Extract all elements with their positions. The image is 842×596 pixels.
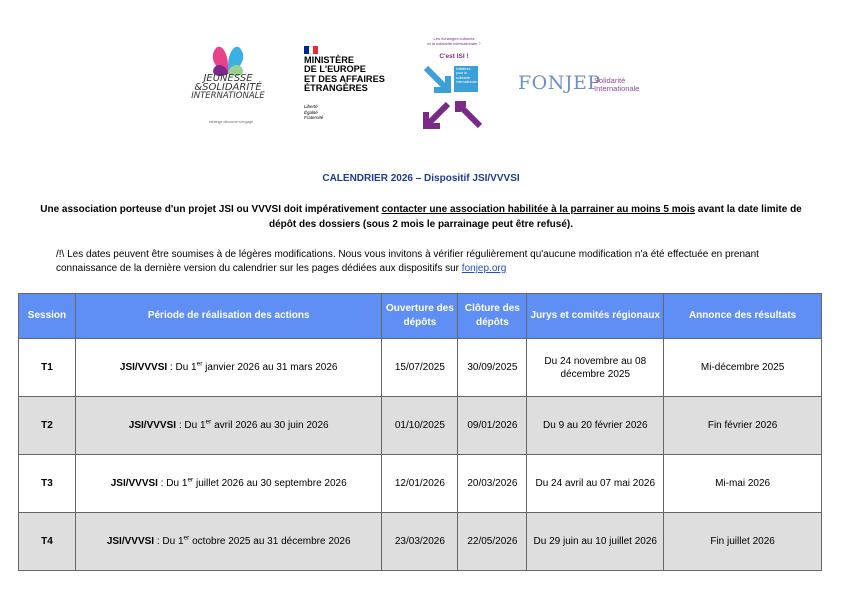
closing-cell: 22/05/2026 bbox=[458, 513, 527, 571]
table-row bbox=[19, 455, 822, 513]
period-cell bbox=[75, 397, 381, 455]
mae-motto-line: Liberté bbox=[304, 104, 318, 109]
period-cell bbox=[75, 455, 381, 513]
isi-top-line: Les échanges culturels bbox=[433, 36, 475, 41]
jsi-tagline: échange·découvre·s'engage bbox=[208, 120, 254, 124]
period-cell bbox=[75, 339, 381, 397]
period-text: : Du 1 bbox=[176, 420, 206, 431]
session-cell: T3 bbox=[19, 455, 76, 513]
header-period: Période de réalisation des actions bbox=[75, 294, 381, 339]
header-session: Session bbox=[19, 294, 76, 339]
jury-cell: Du 29 juin au 10 juillet 2026 bbox=[527, 513, 664, 571]
table-row bbox=[19, 513, 822, 571]
calendar-table bbox=[18, 293, 822, 571]
warning-paragraph bbox=[56, 248, 816, 276]
period-text: juillet 2026 au 30 septembre 2026 bbox=[193, 478, 347, 489]
opening-cell: 15/07/2025 bbox=[382, 339, 458, 397]
isi-box-line: solidarité bbox=[456, 75, 471, 80]
program-label: JSI/VVVSI bbox=[106, 536, 155, 547]
isi-top-line: et la solidarité internationale ? bbox=[427, 41, 481, 46]
table-header-row bbox=[19, 294, 822, 339]
header-opening: Ouverture des dépôts bbox=[382, 294, 458, 339]
warning-text: /!\ Les dates peuvent être soumises à de légères modifications. Nous vous invitons à vérifier régulièrement qu'aucune modification n'a été effectuée en prenant connaissance de la dernière version du calendrier sur les pages dédiées aux dispositifs sur bbox=[56, 249, 759, 274]
table-row bbox=[19, 397, 822, 455]
isi-box-line: Initiatives bbox=[456, 67, 471, 71]
fonjep-link[interactable]: fonjep.org bbox=[461, 263, 507, 274]
mae-title-line: ÉTRANGÈRES bbox=[304, 82, 368, 93]
closing-cell: 09/01/2026 bbox=[458, 397, 527, 455]
closing-cell: 30/09/2025 bbox=[458, 339, 527, 397]
program-label: JSI/VVVSI bbox=[128, 420, 177, 431]
period-text: avril 2026 au 30 juin 2026 bbox=[211, 420, 329, 431]
period-sup: er bbox=[205, 418, 212, 426]
period-text: : Du 1 bbox=[154, 536, 184, 547]
jsi-logo bbox=[186, 44, 270, 128]
mae-title-line: ET DES AFFAIRES bbox=[304, 73, 385, 84]
header-closing: Clôture des dépôts bbox=[458, 294, 527, 339]
period-sup: er bbox=[187, 476, 194, 484]
period-text: octobre 2025 au 31 décembre 2026 bbox=[189, 536, 351, 547]
page-title: CALENDRIER 2026 – Dispositif JSI/VVVSI bbox=[322, 173, 520, 184]
jury-cell: Du 24 novembre au 08 décembre 2025 bbox=[527, 339, 664, 397]
notice-underlined: contacter une association habilitée à la parrainer au moins 5 mois bbox=[381, 204, 696, 215]
fonjep-word: FONJEP bbox=[518, 72, 601, 94]
program-label: JSI/VVVSI bbox=[119, 362, 168, 373]
session-cell: T4 bbox=[19, 513, 76, 571]
jsi-line3: INTERNATIONALE bbox=[191, 91, 265, 101]
isi-cest: C'est ISI ! bbox=[439, 53, 469, 60]
jury-cell: Du 24 avril au 07 mai 2026 bbox=[527, 455, 664, 513]
mae-title-line: MINISTÈRE bbox=[304, 55, 355, 65]
opening-cell: 12/01/2026 bbox=[382, 455, 458, 513]
session-cell: T2 bbox=[19, 397, 76, 455]
isi-box bbox=[454, 66, 478, 92]
period-text: : Du 1 bbox=[167, 362, 197, 373]
period-cell bbox=[75, 513, 381, 571]
isi-box-line: internationale bbox=[456, 80, 478, 85]
table-row bbox=[19, 339, 822, 397]
isi-logo bbox=[414, 36, 494, 130]
result-cell: Fin février 2026 bbox=[664, 397, 822, 455]
fonjep-sub-line: Internationale bbox=[594, 84, 640, 93]
result-cell: Mi-décembre 2025 bbox=[664, 339, 822, 397]
jury-cell: Du 9 au 20 février 2026 bbox=[527, 397, 664, 455]
opening-cell: 23/03/2026 bbox=[382, 513, 458, 571]
program-label: JSI/VVVSI bbox=[110, 478, 158, 489]
jsi-line2: &SOLIDARITÉ bbox=[194, 82, 262, 93]
header-results: Annonce des résultats bbox=[664, 294, 822, 339]
fonjep-sub-line: Solidarité bbox=[594, 76, 626, 85]
header-jury: Jurys et comités régionaux bbox=[527, 294, 664, 339]
period-text: : Du 1 bbox=[157, 478, 188, 489]
result-cell: Fin juillet 2026 bbox=[664, 513, 822, 571]
notice-paragraph bbox=[40, 202, 802, 232]
mae-motto-line: Égalité bbox=[304, 109, 318, 115]
mae-title-line: DE L'EUROPE bbox=[304, 64, 366, 75]
period-text: janvier 2026 au 31 mars 2026 bbox=[202, 362, 338, 373]
closing-cell: 20/03/2026 bbox=[458, 455, 527, 513]
session-cell: T1 bbox=[19, 339, 76, 397]
period-sup: er bbox=[183, 534, 190, 542]
notice-part2: avant la date limite de dépôt des dossiers (sous 2 mois le parrainage peut être refusé). bbox=[269, 204, 802, 230]
isi-box-line: pour la bbox=[456, 71, 467, 76]
result-cell: Mi-mai 2026 bbox=[664, 455, 822, 513]
jsi-line1: JEUNESSE bbox=[203, 73, 253, 84]
notice-part1: Une association porteuse d'un projet JSI ou VVVSI doit impérativement bbox=[40, 204, 382, 215]
french-flag-icon bbox=[304, 46, 318, 54]
opening-cell: 01/10/2025 bbox=[382, 397, 458, 455]
mae-motto-line: Fraternité bbox=[304, 115, 324, 121]
mae-logo bbox=[302, 46, 388, 130]
period-sup: er bbox=[196, 360, 203, 368]
fonjep-logo bbox=[518, 72, 658, 102]
